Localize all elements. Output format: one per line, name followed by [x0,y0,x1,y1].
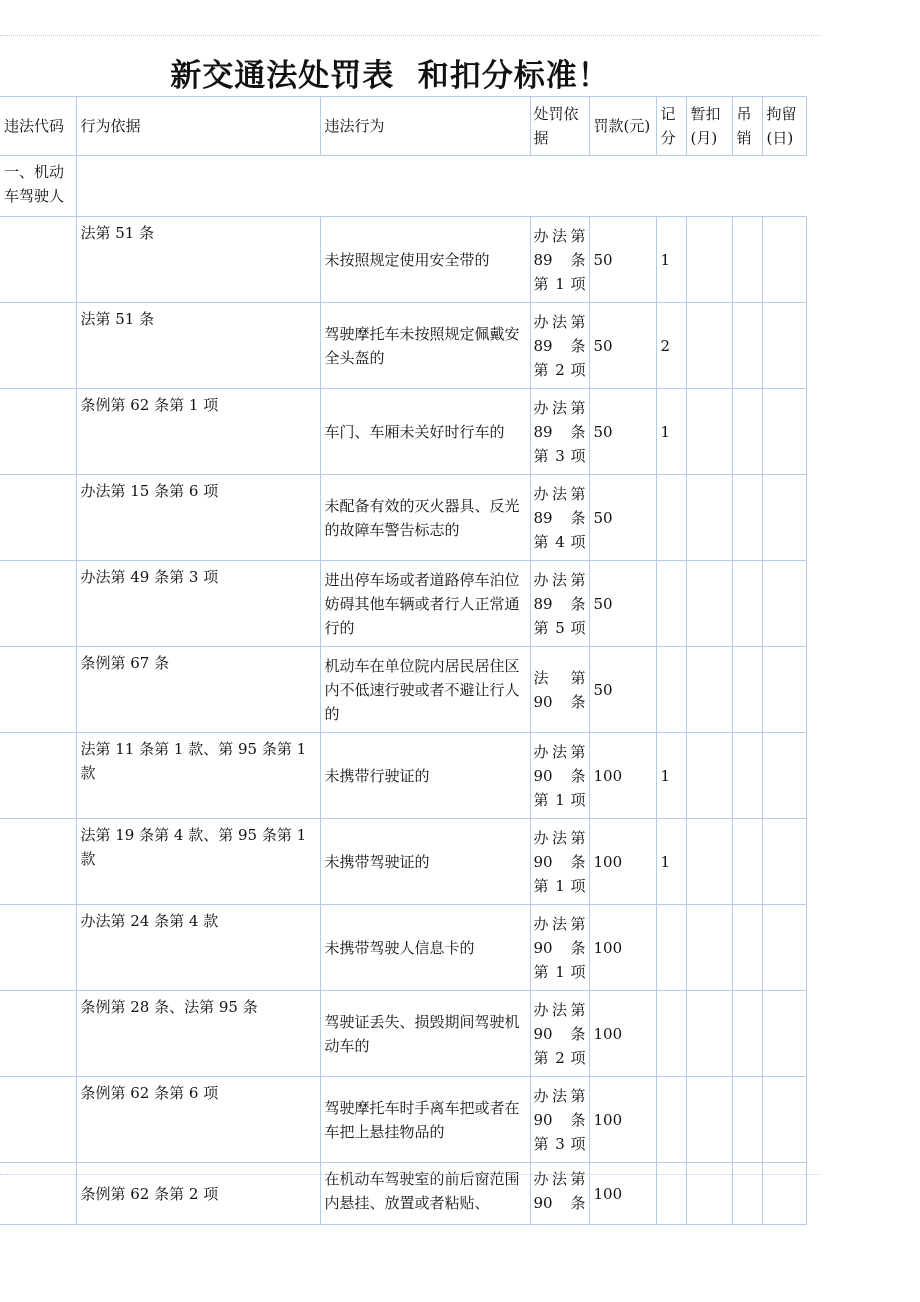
cell-penalty-basis [530,561,589,647]
cell-detain [762,991,806,1077]
cell-basis: 条例第 67 条 [76,647,320,733]
table-row [0,217,806,303]
cell-points [656,991,686,1077]
cell-points: 1 [656,217,686,303]
cell-basis: 办法第 15 条第 6 项 [76,475,320,561]
table-row [0,1163,806,1225]
cell-revoke [732,303,762,389]
section-fill [76,156,806,217]
cell-penalty-basis [530,303,589,389]
table-row [0,647,806,733]
cell-fine: 50 [589,647,656,733]
cell-suspend [686,217,732,303]
cell-detain [762,647,806,733]
table-row [0,475,806,561]
penalty-basis-line: 第 3 项 [533,1134,586,1153]
cell-code [0,733,76,819]
cell-penalty-basis [530,389,589,475]
cell-points: 1 [656,733,686,819]
cell-basis: 条例第 28 条、法第 95 条 [76,991,320,1077]
cell-behavior: 驾驶摩托车未按照规定佩戴安全头盔的 [320,303,530,389]
cell-code [0,1077,76,1163]
cell-fine: 50 [589,217,656,303]
cell-behavior: 未携带驾驶证的 [320,819,530,905]
cell-detain [762,475,806,561]
cell-behavior: 未携带驾驶人信息卡的 [320,905,530,991]
table-row [0,1077,806,1163]
cell-detain [762,303,806,389]
cell-points [656,1163,686,1225]
cell-code [0,217,76,303]
cell-penalty-basis [530,217,589,303]
cell-detain [762,819,806,905]
cell-fine: 100 [589,733,656,819]
cell-suspend [686,1077,732,1163]
penalty-basis-line: 90 条 [533,1110,586,1129]
penalty-basis-line: 第 1 项 [533,962,586,981]
cell-penalty-basis [530,1163,589,1225]
cell-fine: 100 [589,819,656,905]
cell-basis: 法第 51 条 [76,303,320,389]
penalty-basis-line: 办法第 [533,742,586,761]
cell-basis: 条例第 62 条第 1 项 [76,389,320,475]
cell-detain [762,561,806,647]
cell-penalty-basis [530,905,589,991]
cell-basis: 办法第 49 条第 3 项 [76,561,320,647]
cell-behavior: 未按照规定使用安全带的 [320,217,530,303]
penalty-basis-line: 办法第 [533,1170,586,1188]
top-dotted-rule [0,35,820,36]
cell-detain [762,1163,806,1225]
cell-penalty-basis [530,733,589,819]
cell-detain [762,905,806,991]
cell-basis: 法第 19 条第 4 款、第 95 条第 1 款 [76,819,320,905]
penalty-basis-line: 89 条 [533,336,586,355]
table-row [0,819,806,905]
table-row [0,561,806,647]
cell-basis: 法第 51 条 [76,217,320,303]
table-row [0,905,806,991]
penalty-basis-line: 第 1 项 [533,790,586,809]
penalty-basis-line: 办法第 [533,312,586,331]
cell-points: 2 [656,303,686,389]
cell-code [0,389,76,475]
cell-points [656,905,686,991]
cell-points: 1 [656,389,686,475]
cell-revoke [732,991,762,1077]
cell-points [656,561,686,647]
cell-code [0,303,76,389]
cell-behavior: 进出停车场或者道路停车泊位妨碍其他车辆或者行人正常通行的 [320,561,530,647]
cell-suspend [686,475,732,561]
cell-revoke [732,389,762,475]
cell-penalty-basis [530,1077,589,1163]
header-detain: 拘留(日) [762,97,806,156]
penalty-basis-line: 89 条 [533,594,586,613]
penalty-basis-line: 办法第 [533,484,586,503]
cell-behavior: 未配备有效的灭火器具、反光的故障车警告标志的 [320,475,530,561]
cell-penalty-basis [530,647,589,733]
penalty-basis-line: 法 第 [533,668,586,687]
penalty-basis-line: 90 条 [533,938,586,957]
cell-points: 1 [656,819,686,905]
cell-basis: 条例第 62 条第 2 项 [76,1163,320,1225]
penalty-basis-line: 90 条 [533,1024,586,1043]
header-suspend: 暂扣(月) [686,97,732,156]
cell-revoke [732,475,762,561]
cell-fine: 100 [589,1077,656,1163]
cell-code [0,905,76,991]
cell-fine: 50 [589,561,656,647]
penalty-basis-line: 办法第 [533,1086,586,1105]
cell-basis: 条例第 62 条第 6 项 [76,1077,320,1163]
cell-suspend [686,991,732,1077]
cell-penalty-basis [530,819,589,905]
cell-points [656,1077,686,1163]
penalty-basis-line: 办法第 [533,226,586,245]
header-behavior: 违法行为 [320,97,530,156]
cell-basis: 办法第 24 条第 4 款 [76,905,320,991]
header-row [0,97,806,156]
penalty-basis-line: 第 2 项 [533,1048,586,1067]
header-fine: 罚款(元) [589,97,656,156]
penalty-basis-line: 第 3 项 [533,446,586,465]
cell-revoke [732,1163,762,1225]
cell-suspend [686,1163,732,1225]
cell-fine: 100 [589,905,656,991]
header-basis: 行为依据 [76,97,320,156]
cell-suspend [686,819,732,905]
penalty-basis-line: 办法第 [533,828,586,847]
table-row [0,733,806,819]
cell-revoke [732,561,762,647]
cell-suspend [686,905,732,991]
cell-fine: 50 [589,303,656,389]
cell-code [0,991,76,1077]
cell-fine: 100 [589,1163,656,1225]
penalty-basis-line: 89 条 [533,250,586,269]
cell-code [0,819,76,905]
header-revoke: 吊销 [732,97,762,156]
penalty-basis-line: 办法第 [533,914,586,933]
penalty-basis-line: 办法第 [533,570,586,589]
cell-penalty-basis [530,991,589,1077]
penalty-basis-line: 第 5 项 [533,618,586,637]
cell-points [656,475,686,561]
penalty-basis-line: 90 条 [533,852,586,871]
cell-behavior: 在机动车驾驶室的前后窗范围内悬挂、放置或者粘贴、 [320,1163,530,1225]
cell-suspend [686,647,732,733]
penalty-basis-line: 89 条 [533,508,586,527]
table-row [0,991,806,1077]
section-row [0,156,806,217]
penalty-basis-line: 90 条 [533,692,586,711]
cell-fine: 50 [589,389,656,475]
cell-fine: 100 [589,991,656,1077]
cell-revoke [732,217,762,303]
cell-points [656,647,686,733]
table-row [0,303,806,389]
cell-behavior: 驾驶摩托车时手离车把或者在车把上悬挂物品的 [320,1077,530,1163]
header-points: 记分 [656,97,686,156]
penalty-basis-line: 办法第 [533,398,586,417]
cell-code [0,1163,76,1225]
section-label: 一、机动车驾驶人 [0,156,76,217]
penalty-basis-line: 90 条 [533,1194,586,1212]
cell-suspend [686,733,732,819]
cell-revoke [732,647,762,733]
cell-revoke [732,905,762,991]
header-penalty-basis: 处罚依据 [530,97,589,156]
cell-fine: 50 [589,475,656,561]
cell-basis: 法第 11 条第 1 款、第 95 条第 1 款 [76,733,320,819]
penalty-table [0,96,807,1225]
penalty-basis-line: 办法第 [533,1000,586,1019]
cell-revoke [732,819,762,905]
cell-behavior: 机动车在单位院内居民居住区内不低速行驶或者不避让行人的 [320,647,530,733]
cell-code [0,647,76,733]
table-row [0,389,806,475]
penalty-basis-line: 第 2 项 [533,360,586,379]
penalty-basis-line: 90 条 [533,766,586,785]
cell-penalty-basis [530,475,589,561]
cell-suspend [686,389,732,475]
cell-behavior: 未携带行驶证的 [320,733,530,819]
cell-detain [762,1077,806,1163]
cell-detain [762,217,806,303]
penalty-basis-line: 第 1 项 [533,876,586,895]
cell-detain [762,389,806,475]
cell-suspend [686,561,732,647]
cell-code [0,561,76,647]
cell-behavior: 车门、车厢未关好时行车的 [320,389,530,475]
page-title: 新交通法处罚表 和扣分标准！ [170,58,610,94]
penalty-basis-line: 89 条 [533,422,586,441]
header-code: 违法代码 [0,97,76,156]
cell-detain [762,733,806,819]
cell-behavior: 驾驶证丢失、损毁期间驾驶机动车的 [320,991,530,1077]
cell-code [0,475,76,561]
penalty-basis-line: 第 4 项 [533,532,586,551]
bottom-dotted-rule [0,1174,820,1175]
cell-revoke [732,733,762,819]
penalty-basis-line: 第 1 项 [533,274,586,293]
cell-revoke [732,1077,762,1163]
cell-suspend [686,303,732,389]
